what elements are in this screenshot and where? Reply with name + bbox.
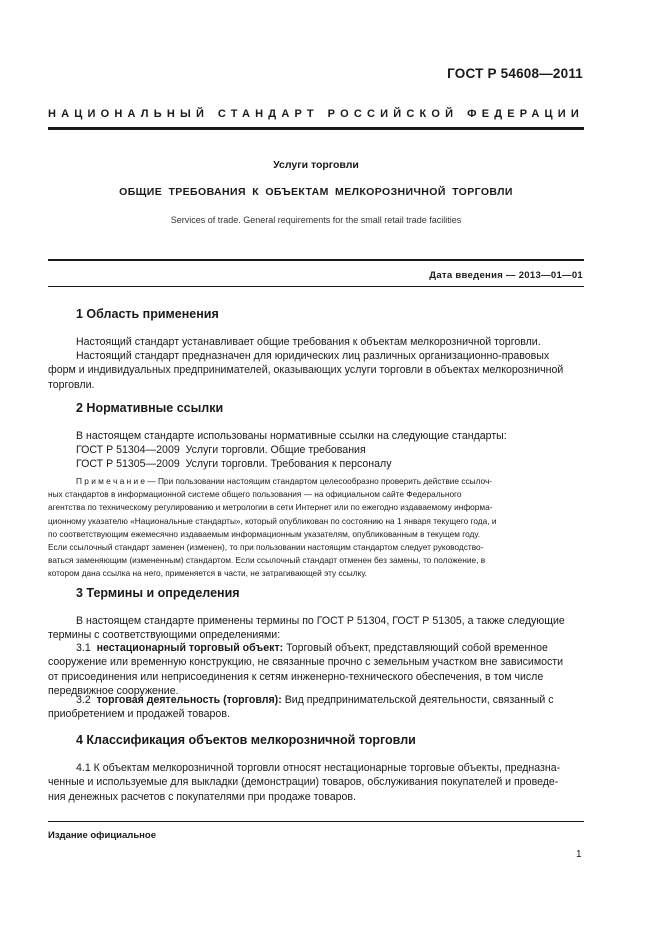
paragraph: В настоящем стандарте использованы нормативные ссылки на следующие стандарты: [76, 430, 507, 442]
section-heading: 1 Область применения [76, 307, 219, 321]
term-number: 3.2 [76, 694, 91, 706]
term-text: Вид предпринимательской деятельности, связанный с [281, 694, 554, 706]
term-name: торговая деятельность (торговля): [96, 694, 282, 706]
note-text: — При пользовании настоящим стандартом целесообразно проверить действие ссылоч- [147, 476, 493, 486]
note-label: П р и м е ч а н и е [76, 476, 146, 486]
date-rule [48, 286, 584, 287]
text-line: от присоединения или неприсоединения к сетям инженерно-технического обеспечения, в том числе [48, 670, 544, 683]
document-subtitle: Услуги торговли [273, 159, 359, 171]
term-name: нестационарный торговый объект: [96, 642, 284, 654]
text-line: торговли. [48, 378, 95, 391]
term-definition [48, 693, 584, 722]
note-block [48, 475, 584, 581]
note-line: котором дана ссылка на него, применяется в части, не затрагивающей эту ссылку. [48, 568, 367, 579]
banner-word: ФЕДЕРАЦИИ [467, 108, 584, 120]
text-line: передвижное сооружение. [48, 684, 179, 697]
text-line: приобретением и продажей товаров. [48, 708, 230, 721]
document-title: ОБЩИЕ ТРЕБОВАНИЯ К ОБЪЕКТАМ МЕЛКОРОЗНИЧНОЙ ТОРГОВЛИ [119, 186, 513, 198]
reference-item: ГОСТ Р 51305—2009 Услуги торговли. Требования к персоналу [76, 458, 392, 470]
banner-word: СТАНДАРТ [217, 108, 319, 120]
text-line: 4.1 К объектам мелкорозничной торговли относят нестационарные торговые объекты, предназна- [76, 762, 561, 774]
note-line [48, 475, 584, 488]
text-line [48, 641, 584, 655]
term-text: Торговый объект, представляющий собой временное [283, 642, 548, 654]
text-line: форм и индивидуальных предпринимателей, оказывающих услуги торговли в объектах мелкорозничной [48, 364, 564, 377]
note-line: ционному указателю «Национальные стандарты», который опубликован по состоянию на 1 января текущего года, и [48, 515, 497, 526]
text-line: термины с соответствующими определениями: [48, 629, 281, 642]
english-title: Services of trade. General requirements for the small retail trade facilities [170, 215, 462, 225]
national-standard-banner [48, 108, 584, 120]
note-line: ваться заменяющим (измененным) стандартом. Если ссылочный стандарт отменен без замены, то положение, в [48, 555, 486, 566]
note-line: по соответствующим ежемесячно издаваемым информационным указателям, опубликованным в текущем году. [48, 528, 481, 539]
text-line [48, 693, 584, 707]
note-line: агентства по техническому регулированию и метрологии в сети Интернет или по ежегодно издаваемому информа- [48, 502, 493, 513]
paragraph [48, 761, 584, 804]
note-line: Если ссылочный стандарт заменен (изменен), то при пользовании настоящим стандартом следует руководство- [48, 542, 484, 553]
header-rule [48, 127, 584, 130]
section-heading: 3 Термины и определения [76, 586, 240, 600]
text-line: ния денежных расчетов с покупателями при продаже товаров. [48, 790, 356, 803]
effective-date: Дата введения — 2013—01—01 [429, 270, 583, 281]
text-line: сооружение или временную конструкцию, не связанные прочно с земельным участком вне зависимости [48, 656, 564, 669]
footer-rule [48, 821, 584, 822]
term-number: 3.1 [76, 642, 91, 654]
title-rule [48, 259, 584, 261]
edition-label: Издание официальное [48, 830, 156, 841]
section-heading: 2 Нормативные ссылки [76, 401, 224, 415]
banner-word: РОССИЙСКОЙ [327, 108, 459, 120]
section-heading: 4 Классификация объектов мелкорозничной торговли [76, 733, 416, 747]
gost-number: ГОСТ Р 54608—2011 [447, 66, 583, 81]
paragraph [48, 349, 584, 392]
page-number: 1 [576, 849, 582, 860]
banner-word: НАЦИОНАЛЬНЫЙ [48, 108, 210, 120]
text-line: Настоящий стандарт предназначен для юридических лиц различных организационно-правовых [76, 350, 550, 362]
text-line: В настоящем стандарте применены термины по ГОСТ Р 51304, ГОСТ Р 51305, а также следующие [76, 615, 565, 627]
paragraph: Настоящий стандарт устанавливает общие требования к объектам мелкорозничной торговли. [76, 336, 541, 348]
paragraph [48, 614, 584, 643]
reference-item: ГОСТ Р 51304—2009 Услуги торговли. Общие требования [76, 444, 366, 456]
term-definition [48, 641, 584, 698]
text-line: ченные и используемые для выкладки (демонстрации) товаров, обслуживания покупателей и проведе- [48, 776, 559, 789]
note-line: ных стандартов в информационной системе общего пользования — на официальном сайте Федерального [48, 489, 462, 500]
